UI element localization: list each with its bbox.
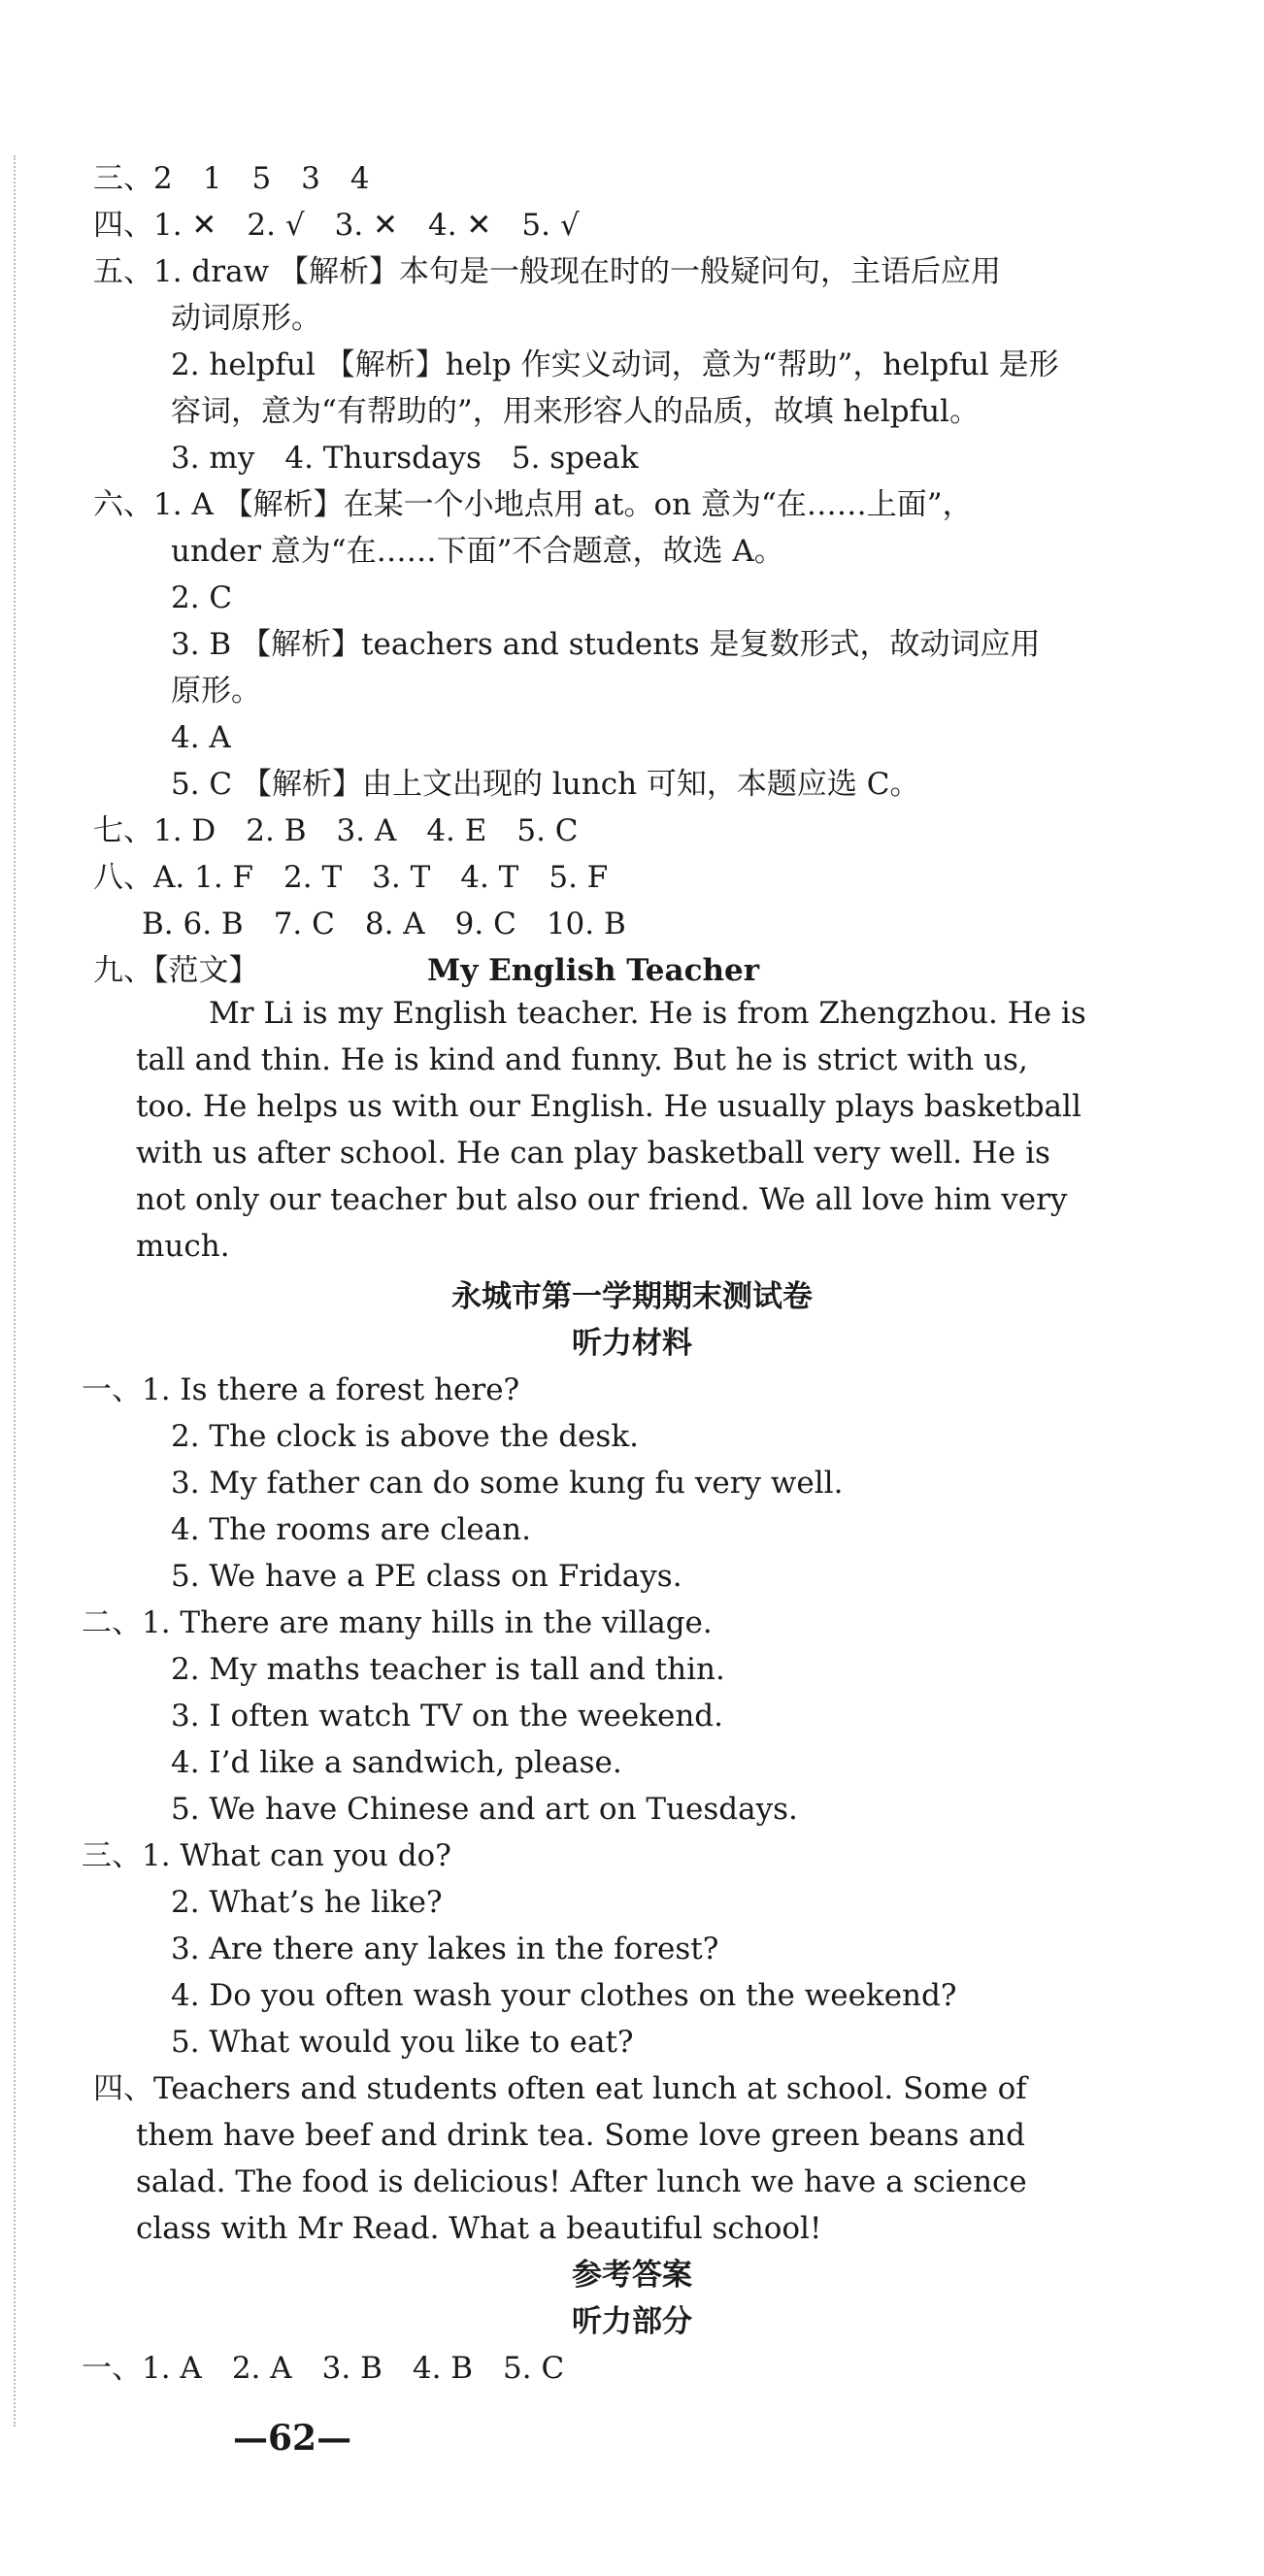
answer-key-title: 参考答案 (572, 2258, 692, 2293)
exam-subtitle: 听力材料 (572, 1326, 692, 1361)
listening-section-four: 四、Teachers and students often eat lunch at school. Some of (93, 2071, 1027, 2106)
answer-six-line3: 2. C (171, 580, 233, 615)
essay-line: not only our teacher but also our friend. We all love him very (136, 1182, 1068, 1217)
answer-six-line5: 原形。 (171, 674, 261, 709)
listening-two-item: 5. We have Chinese and art on Tuesdays. (171, 1792, 798, 1827)
essay-line: much. (136, 1229, 230, 1264)
listening-three-item: 3. Are there any lakes in the forest? (171, 1932, 719, 1966)
answer-six-line7: 5. C 【解析】由上文出现的 lunch 可知，本题应选 C。 (171, 767, 920, 802)
listening-four-line: salad. The food is delicious! After lunch we have a science (136, 2164, 1027, 2199)
listening-two-item: 4. I’d like a sandwich, please. (171, 1745, 622, 1780)
answer-six-line4: 3. B 【解析】teachers and students 是复数形式，故动词应用 (171, 627, 1041, 662)
listening-three-item: 5. What would you like to eat? (171, 2025, 634, 2060)
page-number: —62— (233, 2418, 352, 2459)
answer-section-six: 六、1. A 【解析】在某一个小地点用 at。on 意为“在……上面”， (93, 487, 973, 522)
answer-section-five: 五、1. draw 【解析】本句是一般现在时的一般疑问句，主语后应用 (93, 254, 1001, 289)
listening-section-three: 三、1. What can you do? (82, 1838, 451, 1873)
essay-title: My English Teacher (427, 953, 760, 988)
listening-one-item: 3. My father can do some kung fu very well. (171, 1466, 844, 1501)
listening-section-one: 一、1. Is there a forest here? (82, 1372, 520, 1407)
essay-body (136, 990, 1086, 1270)
listening-one-item: 4. The rooms are clean. (171, 1512, 532, 1547)
listening-one-item: 5. We have a PE class on Fridays. (171, 1559, 682, 1594)
answer-section-four: 四、1. ✕ 2. √ 3. ✕ 4. ✕ 5. √ (93, 208, 580, 243)
listening-two-item: 2. My maths teacher is tall and thin. (171, 1652, 725, 1687)
listening-four-line: class with Mr Read. What a beautiful school! (136, 2211, 822, 2246)
answer-section-eight: 八、A. 1. F 2. T 3. T 4. T 5. F (93, 860, 609, 895)
answer-section-three: 三、2 1 5 3 4 (93, 161, 370, 196)
exam-title: 永城市第一学期期末测试卷 (451, 1279, 813, 1314)
answer-eight-line2: B. 6. B 7. C 8. A 9. C 10. B (142, 907, 626, 941)
listening-three-item: 2. What’s he like? (171, 1885, 443, 1920)
listening-three-item: 4. Do you often wash your clothes on the weekend? (171, 1978, 957, 2013)
answer-key-section-one: 一、1. A 2. A 3. B 4. B 5. C (82, 2351, 565, 2386)
listening-four-line: them have beef and drink tea. Some love green beans and (136, 2118, 1026, 2153)
essay-line: Mr Li is my English teacher. He is from Zhengzhou. He is (209, 996, 1086, 1031)
essay-line: with us after school. He can play basketball very well. He is (136, 1136, 1050, 1171)
answer-five-line2: 动词原形。 (171, 301, 321, 336)
answer-section-nine: 九、【范文】 (93, 953, 259, 988)
answer-five-line3: 2. helpful 【解析】help 作实义动词，意为“帮助”，helpful 是形 (171, 347, 1059, 382)
answer-five-line4: 容词，意为“有帮助的”，用来形容人的品质，故填 helpful。 (171, 394, 980, 429)
answer-section-seven: 七、1. D 2. B 3. A 4. E 5. C (93, 813, 579, 848)
answer-six-line6: 4. A (171, 720, 231, 755)
listening-two-item: 3. I often watch TV on the weekend. (171, 1699, 723, 1734)
essay-line: tall and thin. He is kind and funny. But he is strict with us, (136, 1042, 1028, 1077)
answer-key-subtitle: 听力部分 (572, 2304, 692, 2339)
listening-section-two: 二、1. There are many hills in the village. (82, 1605, 713, 1640)
answer-six-line2: under 意为“在……下面”不合题意，故选 A。 (171, 534, 784, 569)
essay-line: too. He helps us with our English. He usually plays basketball (136, 1089, 1081, 1124)
listening-one-item: 2. The clock is above the desk. (171, 1419, 639, 1454)
answer-five-line5: 3. my 4. Thursdays 5. speak (171, 441, 639, 476)
